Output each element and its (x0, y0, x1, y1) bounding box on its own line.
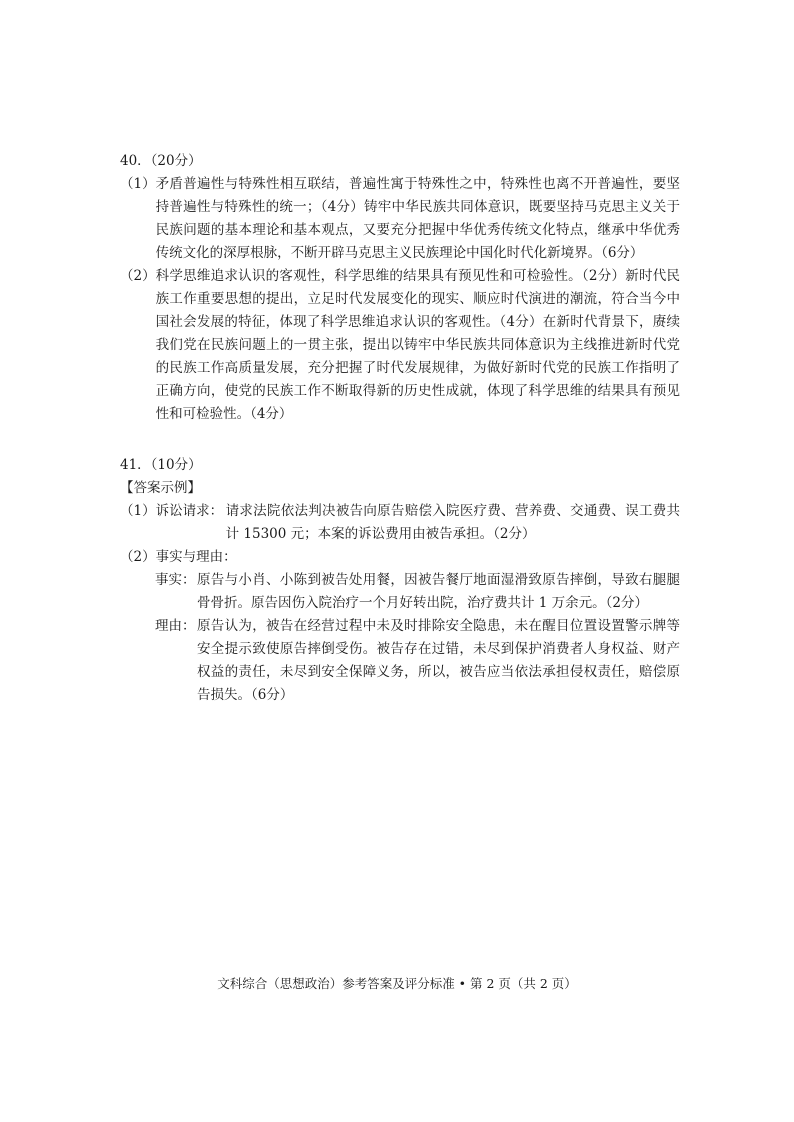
q41-facts-heading-text: 事实与理由： (155, 549, 237, 565)
q41-reason-text: 原告认为，被告在经营过程中未及时排除安全隐患，未在醒目位置设置警示牌等安全提示致使原告摔倒受伤。被告存在过错，未尽到保护消费者人身权益、财产权益的责任，未尽到安全保障义务，所以，被告应当依法承担侵权责任，赔偿原告损失。（6分） (197, 618, 680, 703)
q41-reason-label: 理由： (155, 618, 196, 634)
q41-claim (120, 500, 680, 546)
q41-claim-number: （1） (120, 503, 156, 519)
q41-fact-label: 事实： (155, 572, 196, 588)
q41-fact-text: 原告与小肖、小陈到被告处用餐，因被告餐厅地面湿滑致原告摔倒，导致右腿腿骨骨折。原告因伤入院治疗一个月好转出院，治疗费共计 1 万余元。（2分） (197, 572, 680, 611)
q41-claim-label: 诉讼请求： (155, 503, 224, 519)
page-footer: 文科综合（思想政治）参考答案及评分标准 • 第 2 页（共 2 页） (217, 976, 577, 991)
question-41 (120, 454, 680, 707)
q41-facts-number: （2） (120, 549, 156, 565)
q41-reason (120, 615, 680, 707)
q41-fact (120, 569, 680, 615)
question-40-heading: 40．（20分） (120, 153, 202, 169)
q40-item-2-number: （2） (120, 268, 156, 284)
question-40 (120, 150, 680, 426)
q40-item-1-text: 矛盾普遍性与特殊性相互联结，普遍性寓于特殊性之中，特殊性也离不开普遍性，要坚持普遍性与特殊性的统一；（4分）铸牢中华民族共同体意识，既要坚持马克思主义关于民族问题的基本理论和基本观点，又要充分把握中华优秀传统文化特点，继承中华优秀传统文化的深厚根脉，不断开辟马克思主义民族理论中国化时代化新境界。（6分） (155, 176, 680, 261)
q40-item-1 (120, 173, 680, 265)
answer-example-label: 【答案示例】 (120, 480, 201, 496)
q40-item-1-number: （1） (120, 176, 156, 192)
q40-item-2 (120, 265, 680, 426)
q41-facts-heading (120, 546, 680, 569)
question-41-heading: 41．（10分） (120, 457, 202, 473)
q41-claim-text: 请求法院依法判决被告向原告赔偿入院医疗费、营养费、交通费、误工费共计 15300 元；本案的诉讼费用由被告承担。（2分） (225, 503, 680, 542)
q40-item-2-text: 科学思维追求认识的客观性，科学思维的结果具有预见性和可检验性。（2分）新时代民族工作重要思想的提出，立足时代发展变化的现实、顺应时代演进的潮流，符合当今中国社会发展的特征，体现了科学思维追求认识的客观性。（4分）在新时代背景下，赓续我们党在民族问题上的一贯主张，提出以铸牢中华民族共同体意识为主线推进新时代党的民族工作高质量发展，充分把握了时代发展规律，为做好新时代党的民族工作指明了正确方向，使党的民族工作不断取得新的历史性成就，体现了科学思维的结果具有预见性和可检验性。（4分） (155, 268, 680, 422)
